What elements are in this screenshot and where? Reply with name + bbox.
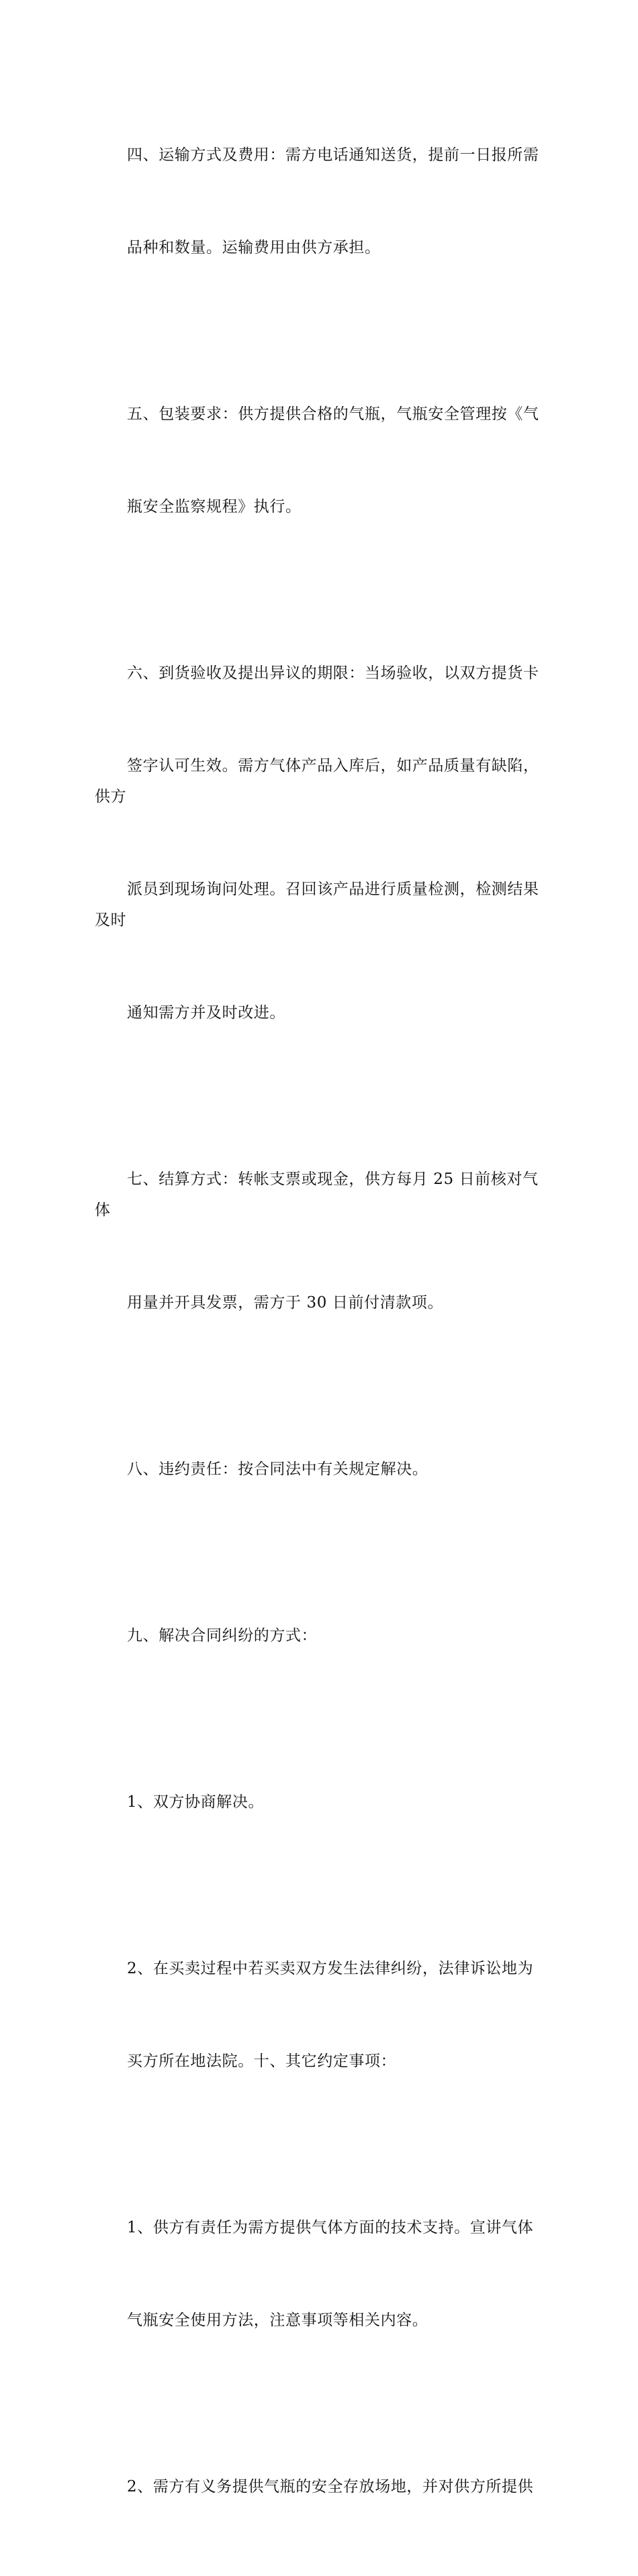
text-line: 2、在买卖过程中若买卖双方发生法律纠纷，法律诉讼地为 bbox=[127, 1960, 534, 1977]
text-line: 派员到现场询问处理。召回该产品进行质量检测，检测结果及时 bbox=[95, 881, 539, 929]
text-line: 五、包装要求：供方提供合格的气瓶，气瓶安全管理按《气 bbox=[127, 405, 539, 423]
text-line: 签字认可生效。需方气体产品入库后，如产品质量有缺陷，供方 bbox=[95, 757, 539, 805]
paragraph-transport bbox=[95, 78, 545, 325]
text-line: 四、运输方式及费用：需方电话通知送货，提前一日报所需 bbox=[127, 146, 539, 164]
paragraph-dispute-item-1 bbox=[95, 1725, 545, 1879]
text-line: 通知需方并及时改进。 bbox=[127, 1004, 285, 1022]
text-line: 品种和数量。运输费用由供方承担。 bbox=[127, 239, 381, 256]
text-line: 八、违约责任：按合同法中有关规定解决。 bbox=[127, 1460, 428, 1478]
text-line: 九、解决合同纠纷的方式： bbox=[127, 1627, 318, 1644]
paragraph-settlement bbox=[95, 1102, 545, 1380]
text-line: 用量并开具发票，需方于 30 日前付清款项。 bbox=[127, 1294, 444, 1311]
text-line: 买方所在地法院。十、其它约定事项： bbox=[127, 2052, 397, 2070]
text-line: 气瓶安全使用方法，注意事项等相关内容。 bbox=[127, 2312, 428, 2329]
text-line: 瓶安全监察规程》执行。 bbox=[127, 498, 302, 515]
paragraph-dispute-item-2 bbox=[95, 1891, 545, 2138]
text-line: 六、到货验收及提出异议的期限：当场验收，以双方提货卡 bbox=[127, 664, 539, 682]
paragraph-acceptance bbox=[95, 596, 545, 1090]
paragraph-packaging bbox=[95, 337, 545, 584]
document-body bbox=[95, 78, 545, 2576]
paragraph-other-item-1 bbox=[95, 2150, 545, 2397]
paragraph-dispute-heading bbox=[95, 1558, 545, 1713]
text-line: 七、结算方式：转帐支票或现金，供方每月 25 日前核对气体 bbox=[95, 1171, 539, 1219]
text-line: 1、供方有责任为需方提供气体方面的技术支持。宣讲气体 bbox=[127, 2219, 534, 2236]
paragraph-other-item-2 bbox=[95, 2410, 545, 2564]
text-line: 1、双方协商解决。 bbox=[127, 1793, 265, 1811]
text-line: 2、需方有义务提供气瓶的安全存放场地，并对供方所提供 bbox=[127, 2478, 534, 2495]
paragraph-liability bbox=[95, 1392, 545, 1546]
